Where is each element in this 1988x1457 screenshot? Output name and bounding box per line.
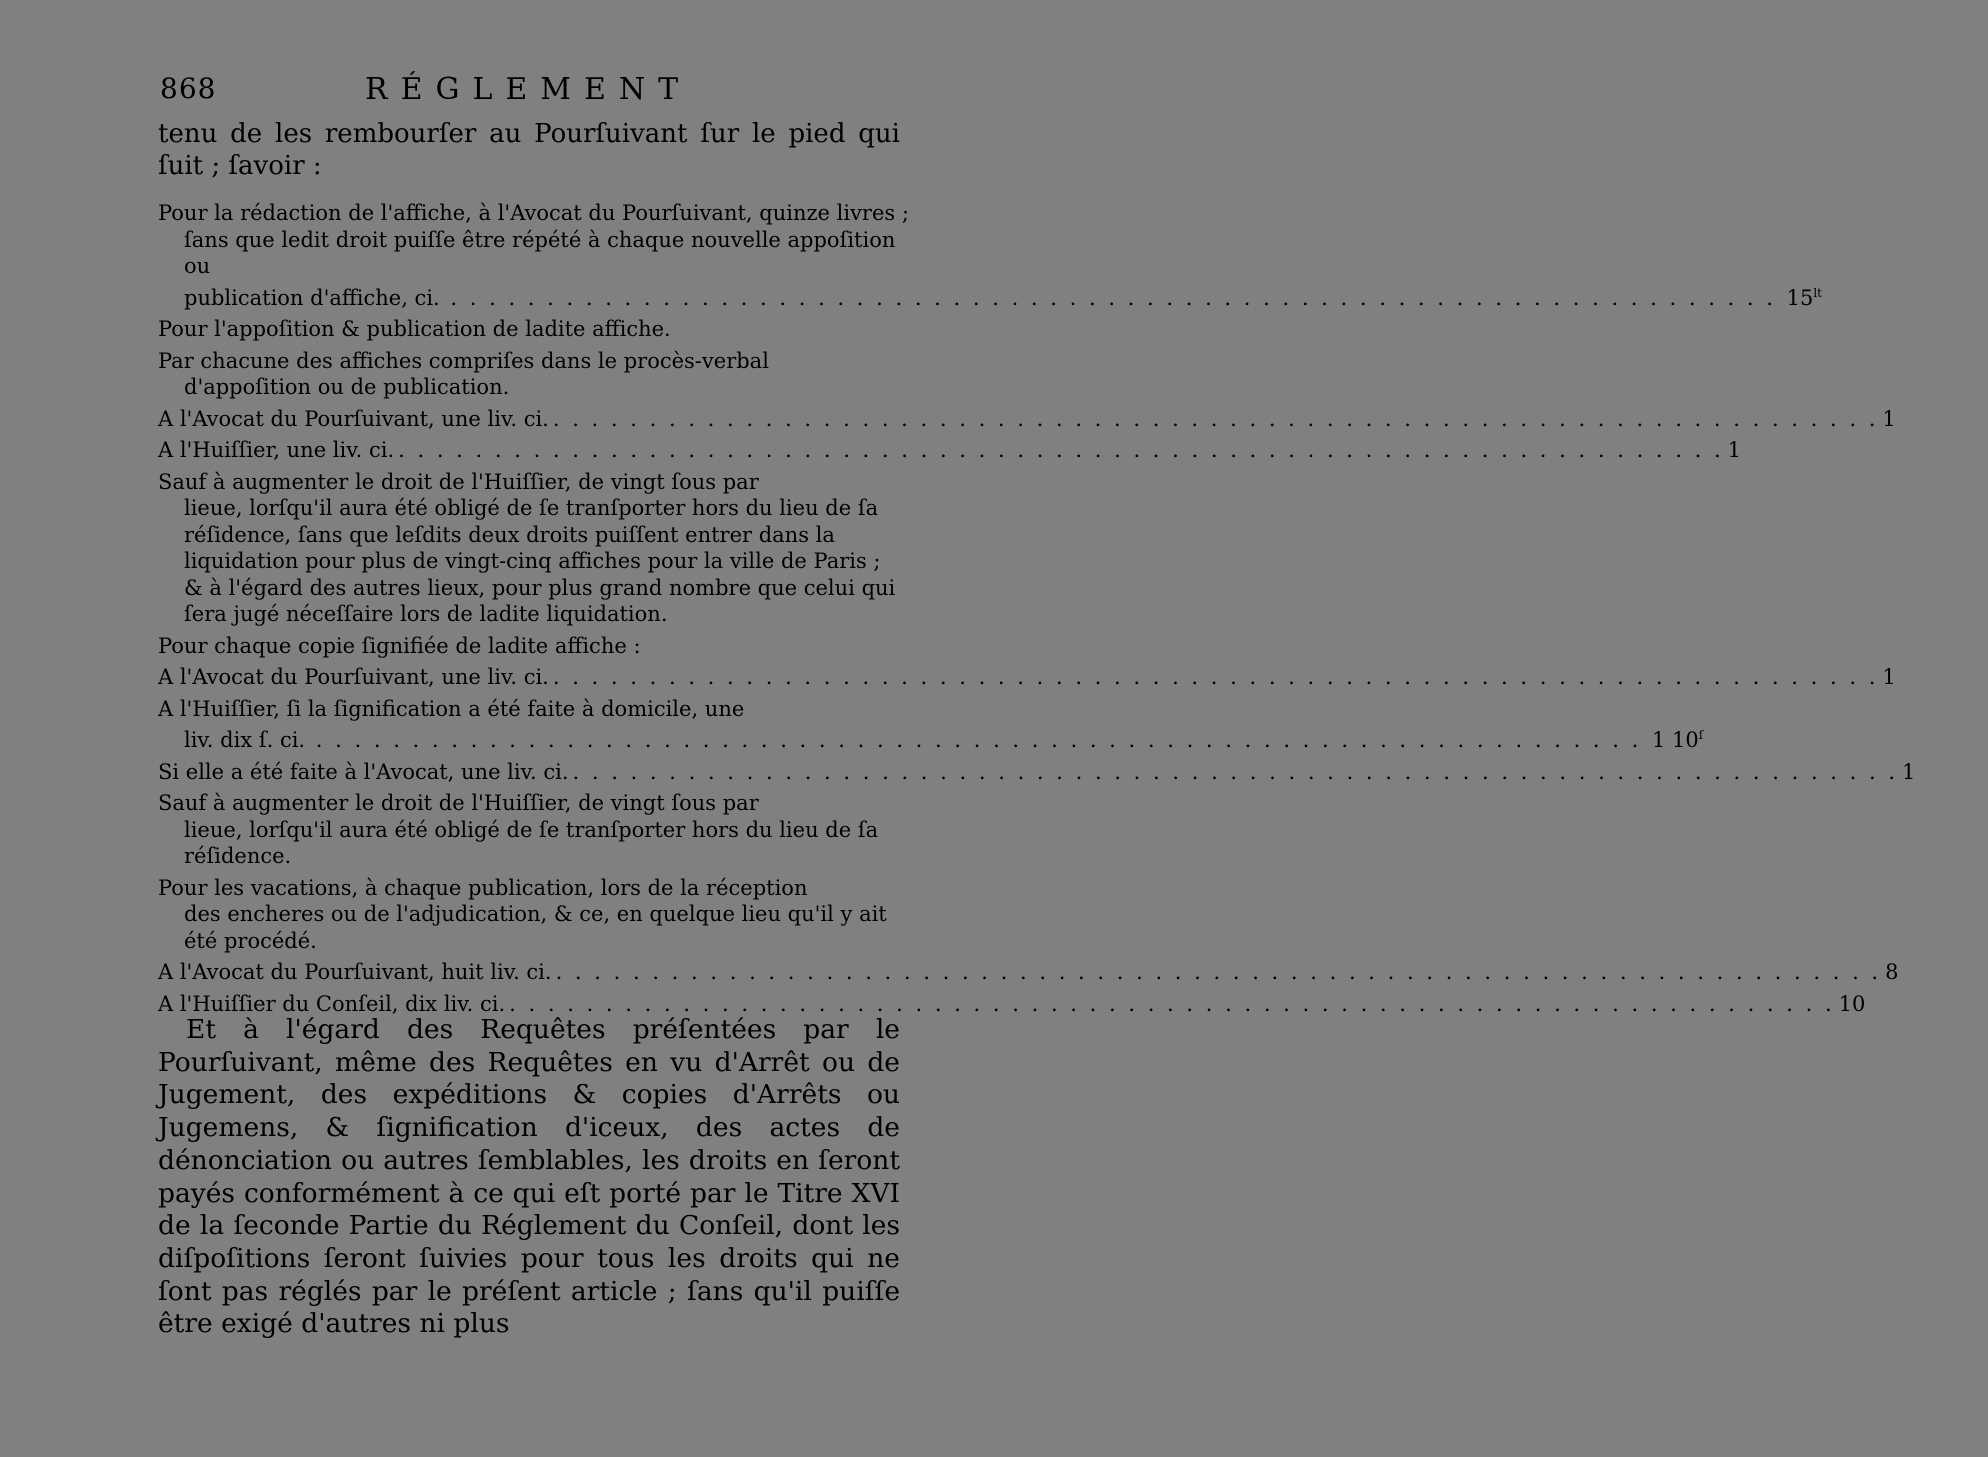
entry-amount: 1 (1882, 665, 1896, 689)
fee-entry-line (158, 664, 1896, 691)
entry-text: Par chacune des affiches compriſes dans le procès-verbal (158, 348, 769, 373)
entry-text: Pour les vacations, à chaque publication, lors de la réception (158, 875, 808, 900)
entry-label: A l'Avocat du Pourſuivant, une liv. ci. (158, 406, 549, 431)
fee-entry-signification (158, 696, 1704, 754)
entry-amount: 1 (1882, 406, 1896, 431)
fee-entry-heading (158, 348, 900, 401)
body-paragraph: Et à l'égard des Requêtes préſentées par le Pourſuivant, même des Requêtes en vu d'Arrêt ou de Jugement, des expéditions & copies d'Arrêts ou Jugemens, & ſignification d'iceux, des actes de dénonciation ou autres ſemblables, les droits en ſeront payés conformément à ce qui eſt porté par le Titre XVI de la ſeconde Partie du Réglement du Conſeil, dont les diſpoſitions ſeront ſuivies pour tous les droits qui ne ſont pas réglés par le préſent article ; ſans qu'il puiſſe être exigé d'autres ni plus (158, 1014, 900, 1340)
entry-label: A l'Avocat du Pourſuivant, une liv. ci. (158, 665, 549, 689)
entry-continuation: ſans que ledit droit puiſſe être répété à chaque nouvelle appoſition ou (184, 227, 896, 278)
entry-continuation: lieue, lorſqu'il aura été obligé de ſe tranſporter hors du lieu de ſa réſidence, ſans que leſdits deux droits puiſſent entrer dans la liquidation pour plus de vingt-cinq affiches pour la ville de Paris ; & à l'égard des autres lieux, pour plus grand nombre que celui qui ſera jugé néceſſaire lors de ladite liquidation. (184, 496, 896, 626)
fee-entry-redaction (158, 200, 1823, 311)
entry-label: liv. dix ſ. ci. (184, 728, 306, 752)
entry-continuation: des encheres ou de l'adjudication, & ce, en quelque lieu qu'il y ait été procédé. (184, 902, 887, 953)
entry-amount: 1 $10^ſ$ (1652, 728, 1704, 752)
dot-leader (316, 728, 1642, 752)
page-header (160, 72, 900, 112)
entry-amount-line (158, 280, 1823, 312)
entry-amount: $15^{lt}$ (1786, 285, 1823, 310)
entry-text: Sauf à augmenter le droit de l'Huiſſier, de vingt ſous par (158, 469, 759, 494)
fee-entry-line (158, 406, 1896, 433)
entry-text: Pour la rédaction de l'affiche, à l'Avocat du Pourſuivant, quinze livres ; (158, 201, 909, 225)
entry-text: Pour l'appoſition & publication de ladite affiche. (158, 317, 671, 341)
dot-leader (556, 959, 1882, 986)
entry-label: A l'Huiſſier, une liv. ci. (158, 438, 395, 462)
lead-text: tenu de les rembourſer au Pourſuivant ſur le pied qui ſuit ; ſavoir : (158, 119, 900, 181)
entry-amount: 1 (1727, 438, 1742, 462)
entry-continuation: lieue, lorſqu'il aura été obligé de ſe tranſporter hors du lieu de ſa réſidence. (184, 817, 879, 868)
dot-leader (398, 437, 1724, 464)
running-title: RÉGLEMENT (365, 72, 692, 107)
fee-entry-line (158, 759, 1916, 786)
fee-entry-heading (158, 875, 900, 955)
entry-amount: 10 (1838, 991, 1866, 1016)
fee-entry-note (158, 790, 900, 870)
dot-leader (553, 406, 1879, 433)
dot-leader (573, 759, 1899, 786)
entry-amount: 8 (1885, 960, 1899, 984)
fee-entry-line (158, 437, 1742, 464)
fee-entry-heading (158, 316, 900, 343)
entry-text: Sauf à augmenter le droit de l'Huiſſier, de vingt ſous par (158, 791, 759, 815)
page-number: 868 (160, 72, 217, 105)
entry-text: A l'Huiſſier, ſi la ſignification a été faite à domicile, une (158, 696, 745, 721)
entry-label: Si elle a été faite à l'Avocat, une liv. ci. (158, 759, 569, 784)
dot-leader (450, 286, 1776, 310)
livres-symbol: lt (1813, 285, 1823, 300)
fee-entry-heading (158, 633, 900, 660)
entry-amount: 1 (1902, 759, 1916, 784)
entry-amount-line (158, 722, 1704, 754)
entry-label: A l'Avocat du Pourſuivant, huit liv. ci. (158, 960, 552, 984)
entry-label: A l'Huiſſier du Conſeil, dix liv. ci. (158, 991, 506, 1016)
sols-symbol: ſ (1698, 728, 1704, 742)
entry-continuation: d'appoſition ou de publication. (184, 375, 510, 399)
entry-label: publication d'affiche, ci. (184, 285, 440, 310)
fee-entry-line (158, 959, 1899, 986)
entry-text: Pour chaque copie ſignifiée de ladite affiche : (158, 633, 641, 658)
fee-entry-note (158, 469, 900, 628)
dot-leader (553, 664, 1879, 691)
fee-schedule (158, 200, 1916, 1022)
